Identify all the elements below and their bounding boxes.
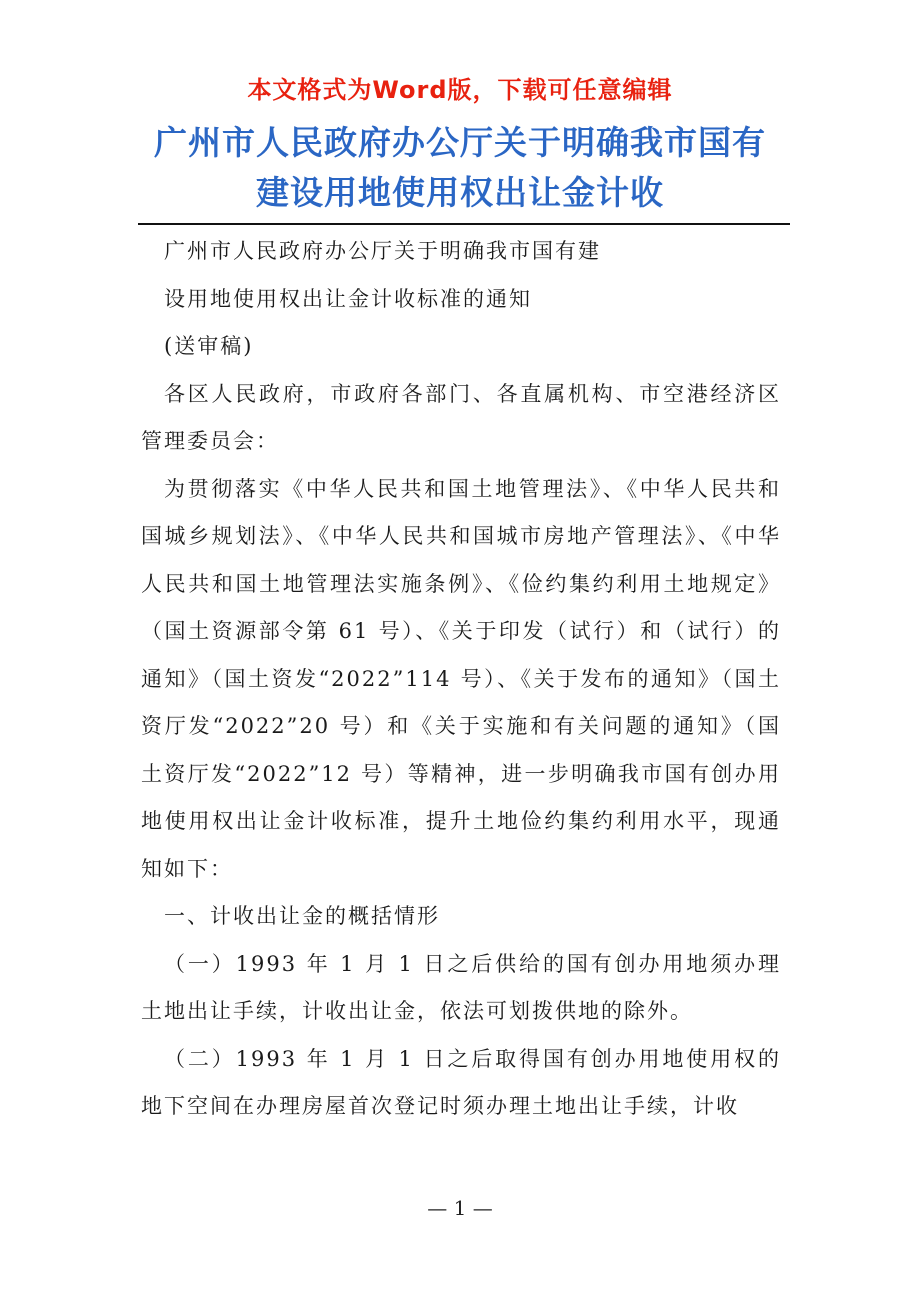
clause-1-paragraph: （一）1993 年 1 月 1 日之后供给的国有创办用地须办理土地出让手续，计收出让金，依法可划拨供地的除外。 xyxy=(141,951,781,1023)
page-number: — 1 — xyxy=(427,1196,493,1220)
title-divider xyxy=(138,223,790,225)
draft-label: (送审稿) xyxy=(164,334,254,358)
title-line-1: 广州市人民政府办公厅关于明确我市国有 xyxy=(154,123,766,162)
section-heading-1: 一、计收出让金的概括情形 xyxy=(164,904,440,928)
clause-2-paragraph: （二）1993 年 1 月 1 日之后取得国有创办用地使用权的地下空间在办理房屋首次登记时须办理土地出让手续，计收 xyxy=(141,1046,781,1118)
title-line-2: 建设用地使用权出让金计收 xyxy=(256,173,664,212)
document-body xyxy=(141,228,781,1131)
notice-heading-line-1: 广州市人民政府办公厅关于明确我市国有建 xyxy=(164,239,601,263)
addressee-paragraph: 各区人民政府，市政府各部门、各直属机构、市空港经济区管理委员会： xyxy=(141,381,781,453)
preamble-paragraph: 为贯彻落实《中华人民共和国土地管理法》、《中华人民共和国城乡规划法》、《中华人民共和国城市房地产管理法》、《中华人民共和国土地管理法实施条例》、《俭约集约利用土地规定》（国土资源部令第 61 号）、《关于印发（试行）和（试行）的通知》（国土资发“2022”114 号）、《关于发布的通知》（国土资厅发“2022”20 号）和《关于实施和有关问题的通知》（国土资厅发“2022”12 号）等精神，进一步明确我市国有创办用地使用权出让金计收标准，提升土地俭约集约利用水平，现通知如下： xyxy=(141,476,781,881)
format-notice-banner: 本文格式为Word版，下载可任意编辑 xyxy=(247,76,673,104)
notice-heading-line-2: 设用地使用权出让金计收标准的通知 xyxy=(164,286,532,311)
document-title xyxy=(0,118,920,218)
